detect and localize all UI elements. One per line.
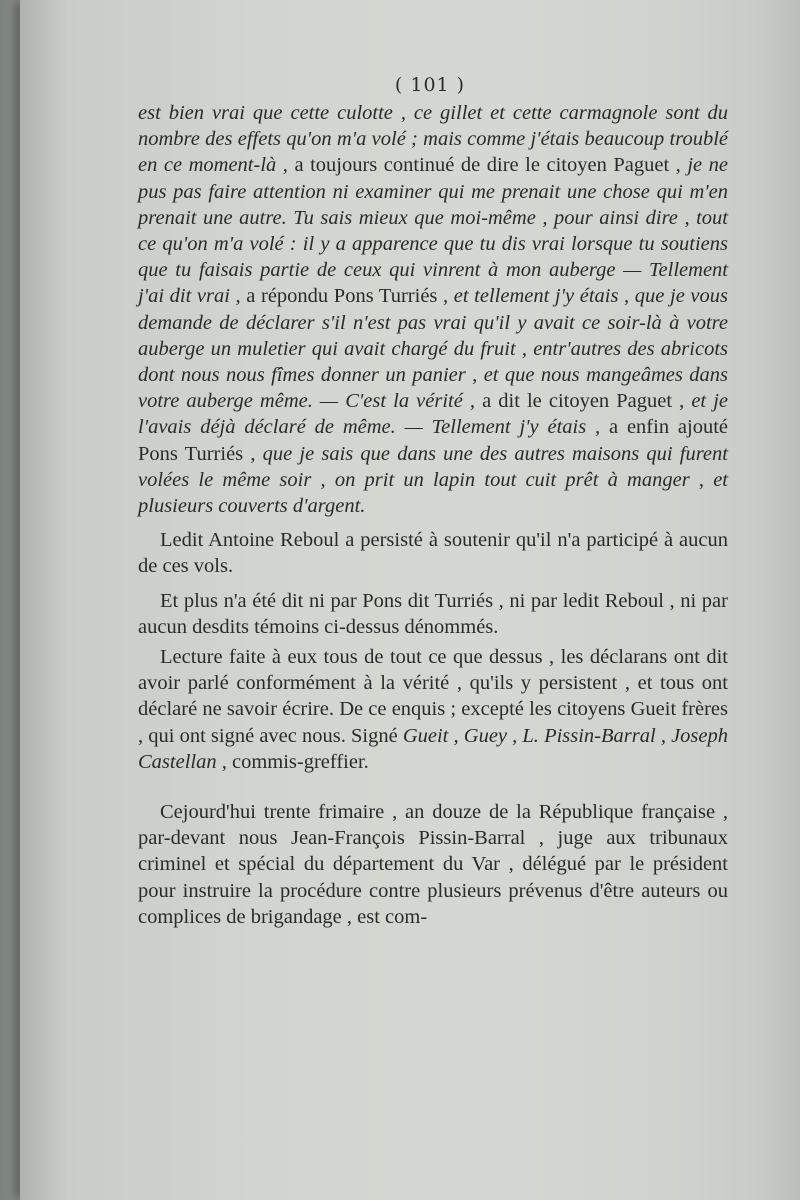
text-segment: a répondu Pons Turriés , <box>240 285 454 308</box>
paragraph-2 <box>138 527 728 579</box>
body-text <box>138 100 728 930</box>
text-segment: et tellement j'y étais , que je vous demande de déclarer s'il n'est pas vrai qu'il y avait ce soir-là à votre auberge un muletier qui avait chargé du fruit , entr'autres des abricots dont nous nous fîmes donner un panier , et que nous mangeâmes dans votre auberge même. — C'est la vérité , <box>138 285 728 413</box>
paragraph-5 <box>138 799 728 930</box>
paragraph-3 <box>138 588 728 640</box>
text-segment: Ledit Antoine Reboul a persisté à soutenir qu'il n'a participé à aucun de ces vols. <box>138 529 728 578</box>
text-segment: Et plus n'a été dit ni par Pons dit Turriés , ni par ledit Reboul , ni par aucun desdits témoins ci-dessus dénommés. <box>138 589 728 638</box>
text-segment: que je sais que dans une des autres maisons qui furent volées le même soir , on prit un lapin tout cuit prêt à manger , et plusieurs couverts d'argent. <box>138 442 728 518</box>
page-number: ( 101 ) <box>394 74 466 96</box>
text-segment: a enfin ajouté Pons Turriés , <box>138 416 729 465</box>
text-segment: Cejourd'hui trente frimaire , an douze de la République française , par-devant nous Jean-François Pissin-Barral , juge aux tribunaux criminel et spécial du département du Var , délégué par le président pour instruire la procédure contre plusieurs prévenus d'être auteurs ou complices de brigandage , est com- <box>138 801 728 928</box>
text-segment: Lecture faite à eux tous de tout ce que dessus , les déclarans ont dit avoir parlé conformément à la vérité , qu'ils y persistent , et tous ont déclaré ne savoir écrire. De ce enquis ; excepté les citoyens Gueit frères , qui ont signé avec nous. Signé <box>138 646 728 747</box>
text-segment: a dit le citoyen Paguet , <box>475 390 692 413</box>
paragraph-1 <box>138 100 728 519</box>
text-segment: commis-greffier. <box>226 750 369 773</box>
text-segment: et je l'avais déjà déclaré de même. — Tellement j'y étais , <box>138 390 728 439</box>
text-segment: je ne pus pas faire attention ni examiner qui me prenait une chose qui m'en prenait une autre. Tu sais mieux que moi-même , pour ainsi dire , tout ce qu'on m'a volé : il y a apparence que tu dis vrai lorsque tu soutiens que tu faisais partie de ceux qui vinrent à mon auberge — Tellement j'ai dit vrai , <box>138 154 728 308</box>
text-segment: est bien vrai que cette culotte , ce gillet et cette carmagnole sont du nombre des effets qu'on m'a volé ; mais comme j'étais beaucoup troublé en ce moment-là , <box>138 102 728 177</box>
page-curl-shadow <box>760 0 800 1200</box>
text-segment: a toujours continué de dire le citoyen Paguet , <box>287 154 688 177</box>
text-segment: Gueit , Guey , L. Pissin-Barral , Joseph Castellan , <box>138 724 728 773</box>
paragraph-4 <box>138 644 728 775</box>
